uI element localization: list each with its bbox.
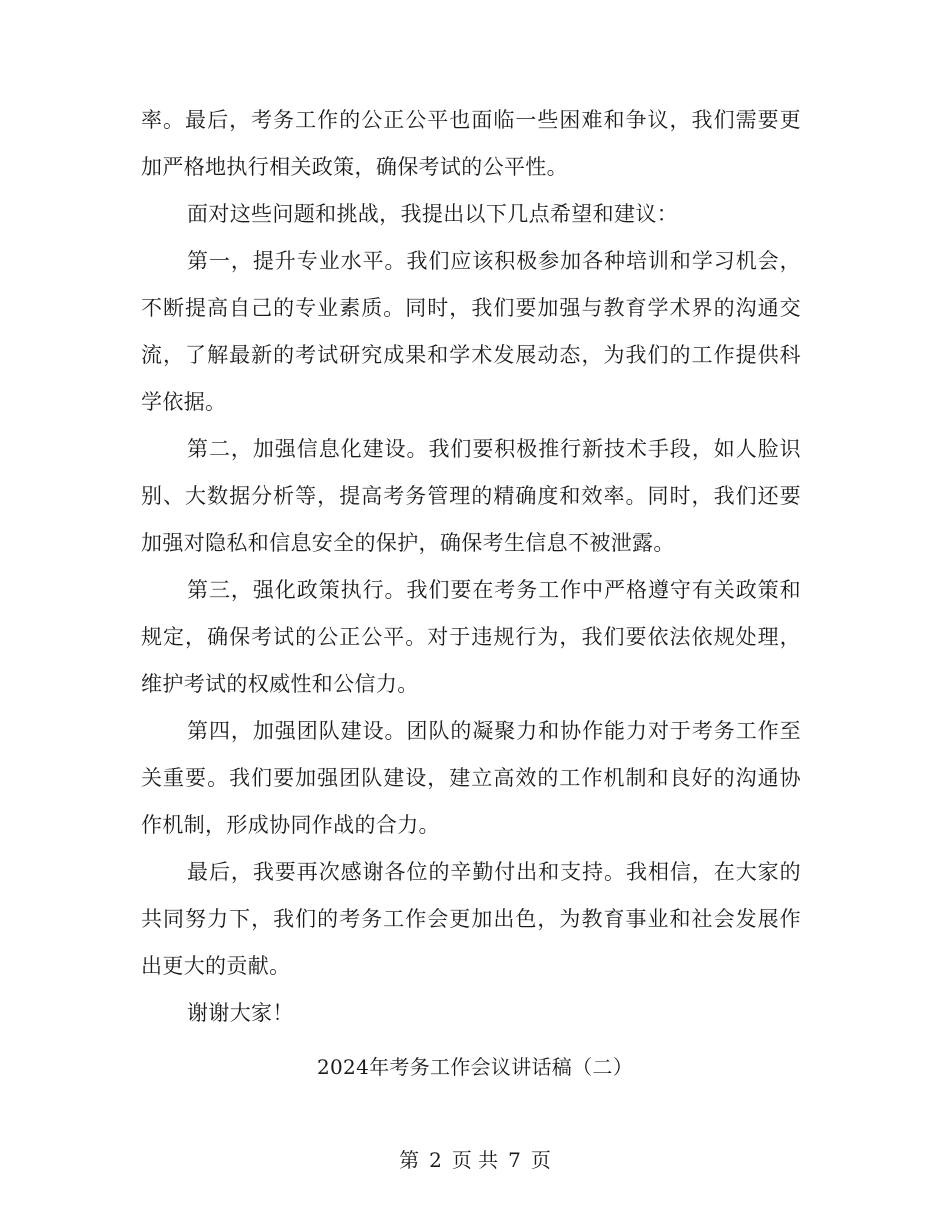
closing-line: 谢谢大家！: [187, 1001, 294, 1025]
page-label-suffix: 页: [530, 1148, 551, 1172]
paragraph: 最后，我要再次感谢各位的辛勤付出和支持。我相信，在大家的共同努力下，我们的考务工作会更加出色，为教育事业和社会发展作出更大的贡献。: [141, 860, 801, 978]
current-page-number: 2: [429, 1148, 442, 1172]
paragraph: 面对这些问题和挑战，我提出以下几点希望和建议：: [187, 202, 679, 226]
paragraph: 第三，强化政策执行。我们要在考务工作中严格遵守有关政策和规定，确保考试的公正公平。对于违规行为，我们要依法依规处理，维护考试的权威性和公信力。: [141, 578, 801, 696]
body-text: [141, 97, 801, 1037]
paragraph: 第四，加强团队建设。团队的凝聚力和协作能力对于考务工作至关重要。我们要加强团队建设，建立高效的工作机制和良好的沟通协作机制，形成协同作战的合力。: [141, 719, 801, 837]
page-footer: [0, 1146, 950, 1174]
paragraph: 率。最后，考务工作的公正公平也面临一些困难和争议，我们需要更加严格地执行相关政策，确保考试的公平性。: [141, 108, 801, 179]
total-pages-number: 7: [508, 1148, 521, 1172]
section-title: 2024年考务工作会议讲话稿（二）: [317, 1055, 633, 1079]
page-label-prefix: 第: [399, 1148, 420, 1172]
paragraph: 第一，提升专业水平。我们应该积极参加各种培训和学习机会，不断提高自己的专业素质。同时，我们要加强与教育学术界的沟通交流，了解最新的考试研究成果和学术发展动态，为我们的工作提供科学依据。: [141, 249, 801, 414]
page-label-middle: 页 共: [451, 1148, 499, 1172]
paragraph: 第二，加强信息化建设。我们要积极推行新技术手段，如人脸识别、大数据分析等，提高考务管理的精确度和效率。同时，我们还要加强对隐私和信息安全的保护，确保考生信息不被泄露。: [141, 437, 801, 555]
